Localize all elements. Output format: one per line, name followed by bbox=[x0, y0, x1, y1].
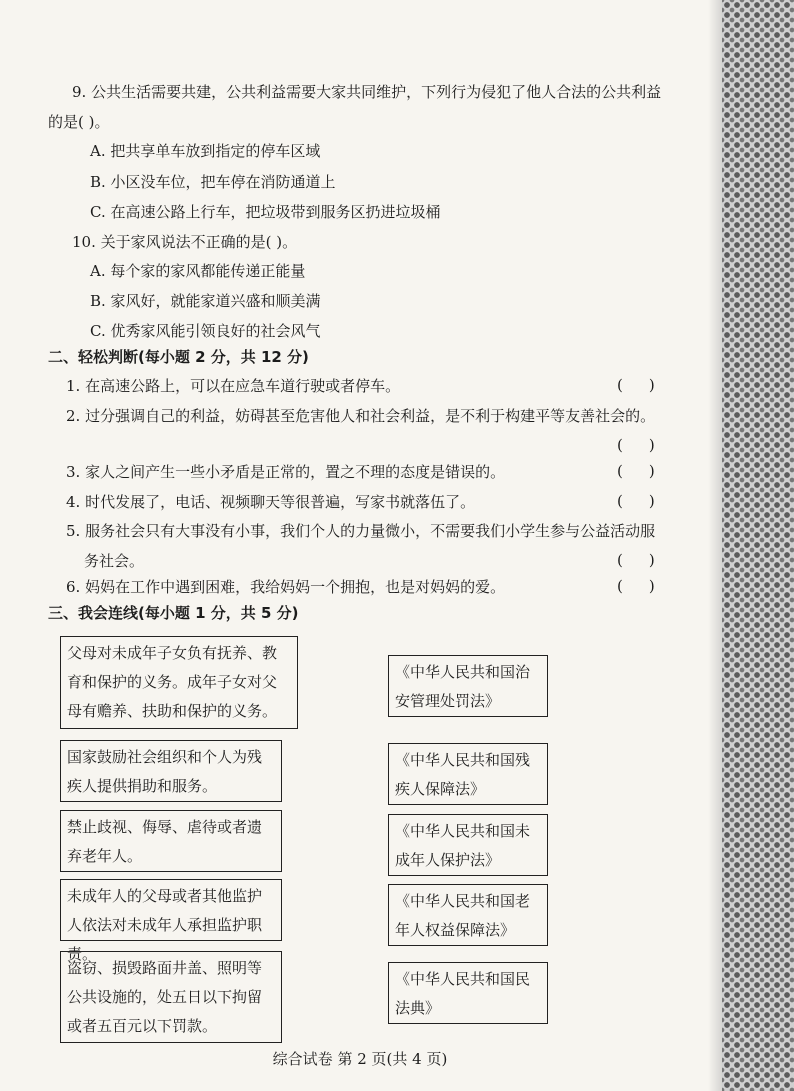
judge-item-4: 4. 时代发展了，电话、视频聊天等很普遍，写家书就落伍了。 bbox=[66, 493, 476, 511]
q9-stem-cont: 的是( )。 bbox=[48, 113, 110, 131]
answer-paren-6: () bbox=[617, 577, 681, 595]
match-left-1[interactable]: 父母对未成年子女负有抚养、教育和保护的义务。成年子女对父母有赡养、扶助和保护的义务。 bbox=[60, 636, 298, 729]
section3-title: 三、我会连线(每小题 1 分，共 5 分) bbox=[48, 604, 299, 622]
answer-paren-4: () bbox=[617, 492, 681, 510]
q10-option-a: A. 每个家的家风都能传递正能量 bbox=[90, 262, 306, 280]
section2-title: 二、轻松判断(每小题 2 分，共 12 分) bbox=[48, 348, 309, 366]
q10-option-c: C. 优秀家风能引领良好的社会风气 bbox=[90, 322, 321, 340]
match-right-4[interactable]: 《中华人民共和国老年人权益保障法》 bbox=[388, 884, 548, 946]
match-left-2[interactable]: 国家鼓励社会组织和个人为残疾人提供捐助和服务。 bbox=[60, 740, 282, 802]
judge-item-2: 2. 过分强调自己的利益，妨碍甚至危害他人和社会利益，是不利于构建平等友善社会的。 bbox=[66, 407, 656, 425]
match-right-5[interactable]: 《中华人民共和国民法典》 bbox=[388, 962, 548, 1024]
binding-pattern bbox=[722, 0, 794, 1091]
match-left-4[interactable]: 未成年人的父母或者其他监护人依法对未成年人承担监护职责。 bbox=[60, 879, 282, 941]
judge-item-5-cont: 务社会。 bbox=[84, 552, 145, 570]
q10-stem: 10. 关于家风说法不正确的是( )。 bbox=[72, 233, 298, 251]
q9-stem: 9. 公共生活需要共建，公共利益需要大家共同维护，下列行为侵犯了他人合法的公共利益 bbox=[72, 83, 662, 101]
match-right-2[interactable]: 《中华人民共和国残疾人保障法》 bbox=[388, 743, 548, 805]
scan-edge-fade bbox=[708, 0, 722, 1091]
q9-option-c: C. 在高速公路上行车，把垃圾带到服务区扔进垃圾桶 bbox=[90, 203, 441, 221]
judge-item-3: 3. 家人之间产生一些小矛盾是正常的，置之不理的态度是错误的。 bbox=[66, 463, 506, 481]
page-footer: 综合试卷 第 2 页(共 4 页) bbox=[272, 1050, 448, 1068]
match-left-5[interactable]: 盗窃、损毁路面井盖、照明等公共设施的，处五日以下拘留或者五百元以下罚款。 bbox=[60, 951, 282, 1043]
judge-item-6: 6. 妈妈在工作中遇到困难，我给妈妈一个拥抱，也是对妈妈的爱。 bbox=[66, 578, 506, 596]
answer-paren-3: () bbox=[617, 462, 681, 480]
q10-option-b: B. 家风好，就能家道兴盛和顺美满 bbox=[90, 292, 321, 310]
match-left-3[interactable]: 禁止歧视、侮辱、虐待或者遗弃老年人。 bbox=[60, 810, 282, 872]
q9-option-a: A. 把共享单车放到指定的停车区域 bbox=[90, 142, 321, 160]
match-right-1[interactable]: 《中华人民共和国治安管理处罚法》 bbox=[388, 655, 548, 717]
match-right-3[interactable]: 《中华人民共和国未成年人保护法》 bbox=[388, 814, 548, 876]
answer-paren-2: () bbox=[617, 436, 681, 454]
answer-paren-1: () bbox=[617, 376, 681, 394]
judge-item-1: 1. 在高速公路上，可以在应急车道行驶或者停车。 bbox=[66, 377, 401, 395]
judge-item-5: 5. 服务社会只有大事没有小事，我们个人的力量微小，不需要我们小学生参与公益活动服 bbox=[66, 522, 656, 540]
q9-option-b: B. 小区没车位，把车停在消防通道上 bbox=[90, 173, 336, 191]
answer-paren-5: () bbox=[617, 551, 681, 569]
